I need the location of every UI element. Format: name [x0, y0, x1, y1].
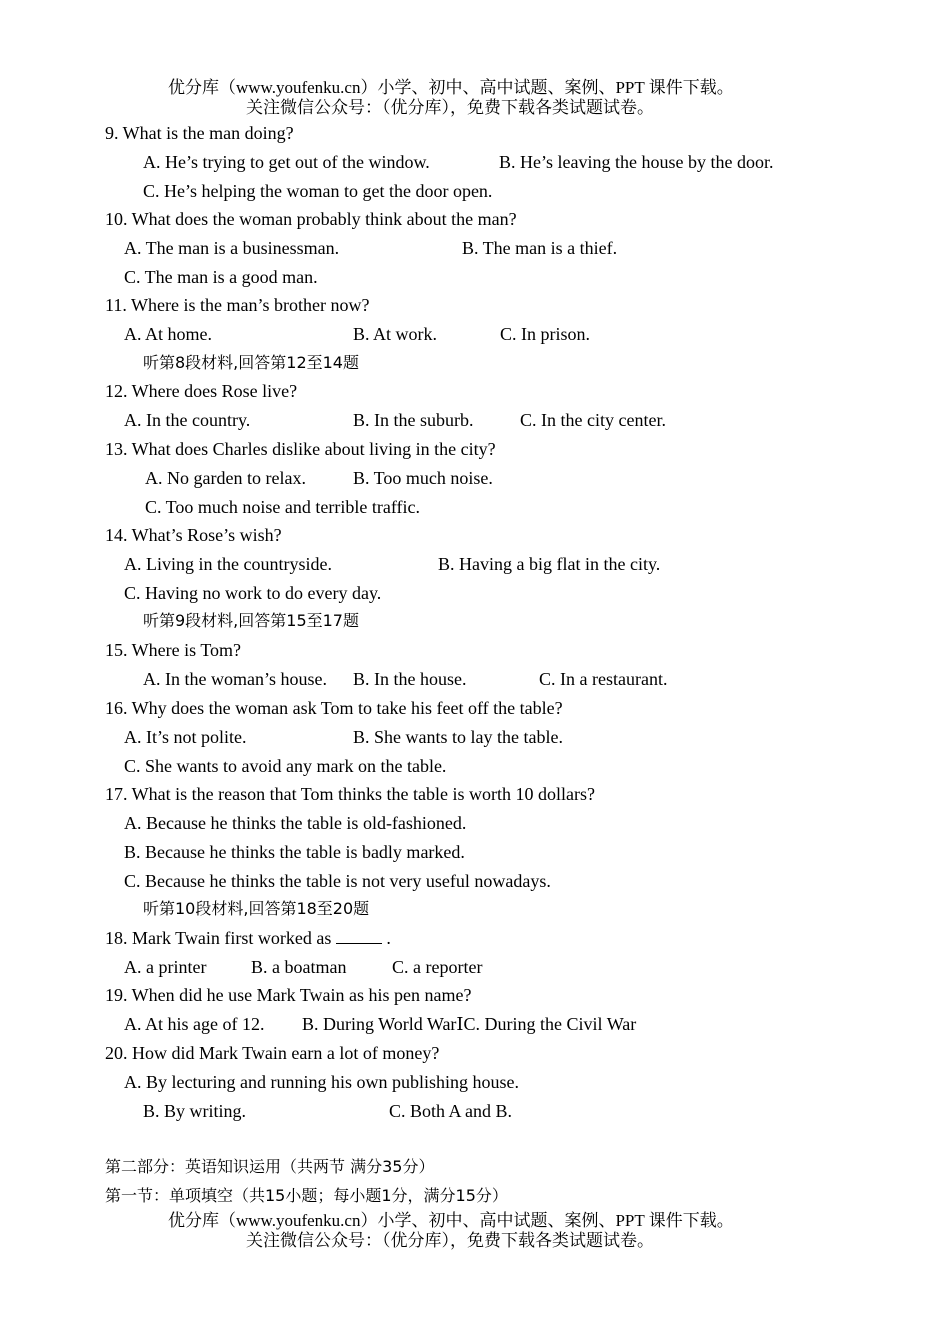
question-13-stem: 13. What does Charles dislike about living in the city?	[105, 439, 496, 459]
question-14-option-a: A. Living in the countryside.	[124, 554, 332, 574]
question-12-option-a: A. In the country.	[124, 410, 251, 430]
question-15-option-a: A. In the woman’s house.	[143, 669, 327, 689]
question-19-stem: 19. When did he use Mark Twain as his pen name?	[105, 985, 472, 1005]
question-11-option-b: B. At work.	[353, 324, 438, 344]
question-19-option-a: A. At his age of 12.	[124, 1014, 265, 1034]
question-10-option-c: C. The man is a good man.	[124, 267, 318, 287]
part-2-title: 第二部分：英语知识运用（共两节 满分35分）	[105, 1157, 435, 1176]
section-8-instruction: 听第8段材料,回答第12至14题	[143, 353, 359, 372]
question-18-option-b: B. a boatman	[251, 957, 347, 977]
question-15-stem: 15. Where is Tom?	[105, 640, 242, 660]
question-18-stem: 18. Mark Twain first worked as	[105, 928, 332, 948]
question-12-stem: 12. Where does Rose live?	[105, 381, 298, 401]
question-9-option-a: A. He’s trying to get out of the window.	[143, 152, 430, 172]
question-11-option-a: A. At home.	[124, 324, 212, 344]
answer-blank	[336, 929, 382, 944]
question-9-option-c: C. He’s helping the woman to get the door open.	[143, 181, 493, 201]
question-13-option-c: C. Too much noise and terrible traffic.	[145, 497, 421, 517]
question-16-option-a: A. It’s not polite.	[124, 727, 247, 747]
question-17-option-b: B. Because he thinks the table is badly marked.	[124, 842, 465, 862]
section-9-instruction: 听第9段材料,回答第15至17题	[143, 611, 359, 630]
question-18-stem-line	[105, 927, 391, 949]
part-2-section-1-title: 第一节：单项填空（共15小题；每小题1分，满分15分）	[105, 1186, 508, 1205]
question-14-option-c: C. Having no work to do every day.	[124, 583, 382, 603]
footer-line-2: 关注微信公众号：（优分库），免费下载各类试题试卷。	[246, 1231, 654, 1250]
question-17-option-c: C. Because he thinks the table is not very useful nowadays.	[124, 871, 551, 891]
question-10-option-a: A. The man is a businessman.	[124, 238, 340, 258]
question-9-stem: 9. What is the man doing?	[105, 123, 294, 143]
header-line-2: 关注微信公众号：（优分库），免费下载各类试题试卷。	[246, 98, 654, 117]
question-17-stem: 17. What is the reason that Tom thinks the table is worth 10 dollars?	[105, 784, 595, 804]
question-16-option-b: B. She wants to lay the table.	[353, 727, 563, 747]
question-13-option-b: B. Too much noise.	[353, 468, 493, 488]
question-15-option-b: B. In the house.	[353, 669, 467, 689]
question-13-option-a: A. No garden to relax.	[145, 468, 306, 488]
question-16-stem: 16. Why does the woman ask Tom to take his feet off the table?	[105, 698, 563, 718]
question-20-option-a: A. By lecturing and running his own publishing house.	[124, 1072, 519, 1092]
question-20-option-b: B. By writing.	[143, 1101, 247, 1121]
question-12-option-b: B. In the suburb.	[353, 410, 474, 430]
question-9-option-b: B. He’s leaving the house by the door.	[499, 152, 774, 172]
question-10-stem: 10. What does the woman probably think about the man?	[105, 209, 517, 229]
question-18-option-a: A. a printer	[124, 957, 207, 977]
question-14-stem: 14. What’s Rose’s wish?	[105, 525, 282, 545]
question-11-option-c: C. In prison.	[500, 324, 590, 344]
question-16-option-c: C. She wants to avoid any mark on the table.	[124, 756, 447, 776]
question-18-option-c: C. a reporter	[392, 957, 483, 977]
section-10-instruction: 听第10段材料,回答第18至20题	[143, 899, 370, 918]
question-20-stem: 20. How did Mark Twain earn a lot of money?	[105, 1043, 440, 1063]
question-15-option-c: C. In a restaurant.	[539, 669, 668, 689]
question-18-stem-end: .	[386, 928, 391, 948]
question-20-option-c: C. Both A and B.	[389, 1101, 513, 1121]
question-14-option-b: B. Having a big flat in the city.	[438, 554, 661, 574]
question-11-stem: 11. Where is the man’s brother now?	[105, 295, 370, 315]
question-19-option-bc: B. During World WarⅠC. During the Civil War	[302, 1014, 637, 1034]
question-10-option-b: B. The man is a thief.	[462, 238, 618, 258]
question-17-option-a: A. Because he thinks the table is old-fashioned.	[124, 813, 467, 833]
header-line-1: 优分库（www.youfenku.cn）小学、初中、高中试题、案例、PPT 课件下载。	[168, 78, 734, 97]
question-12-option-c: C. In the city center.	[520, 410, 666, 430]
footer-line-1: 优分库（www.youfenku.cn）小学、初中、高中试题、案例、PPT 课件下载。	[168, 1211, 734, 1230]
